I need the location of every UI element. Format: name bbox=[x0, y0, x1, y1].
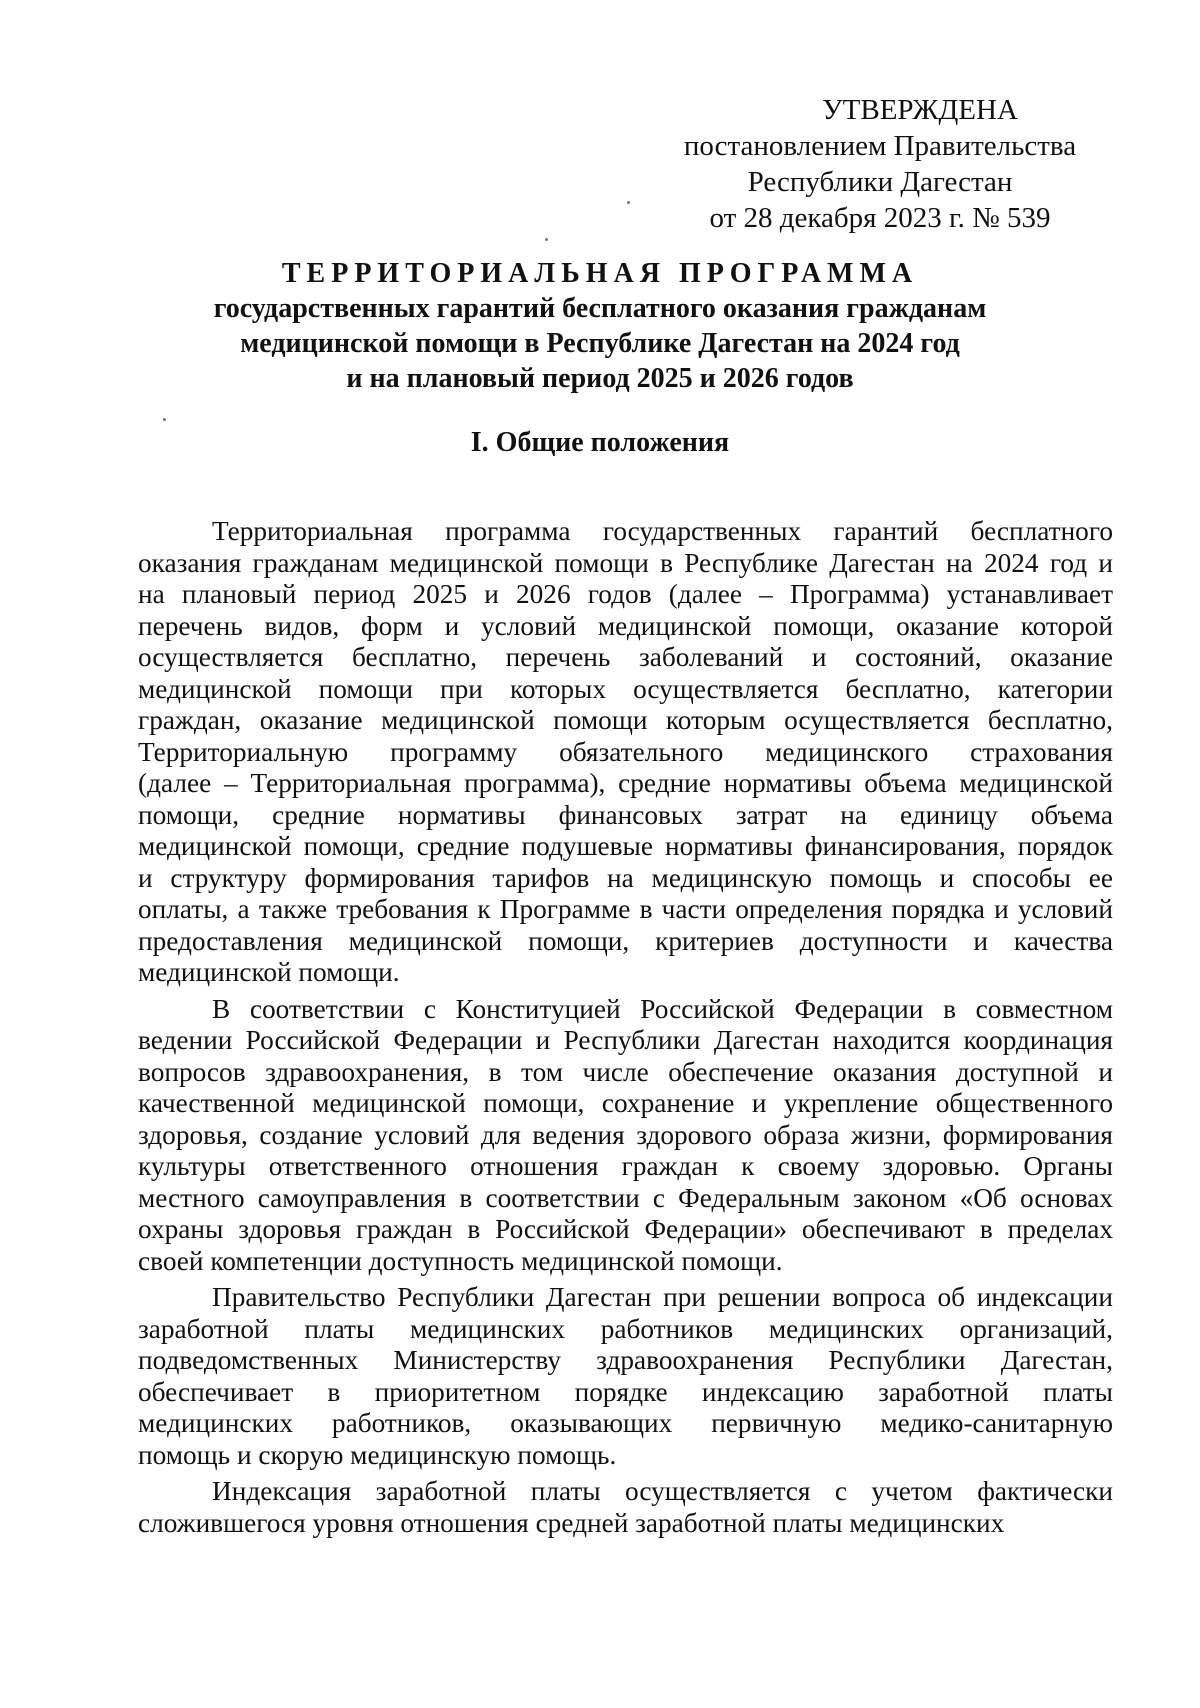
paragraph-line: на плановый период 2025 и 2026 годов (далее – Программа) устанавливает bbox=[138, 579, 1113, 609]
paragraph-line: Территориальную программу обязательного медицинского страхования bbox=[138, 736, 1113, 767]
scan-speck bbox=[627, 201, 630, 204]
paragraph-line: сложившегося уровня отношения средней заработной платы медицинских bbox=[138, 1507, 1005, 1538]
paragraph-line: охраны здоровья граждан в Российской Федерации» обеспечивают в пределах bbox=[138, 1214, 1113, 1244]
paragraph-line: подведомственных Министерству здравоохранения Республики Дагестан, bbox=[138, 1345, 1113, 1375]
paragraph-line: помощи, средние нормативы финансовых затрат на единицу объема bbox=[138, 799, 1113, 830]
paragraph-line: граждан, оказание медицинской помощи которым осуществляется бесплатно, bbox=[138, 705, 1113, 735]
approval-stamp bbox=[650, 92, 1110, 236]
paragraph-line: предоставления медицинской помощи, критериев доступности и качества bbox=[138, 925, 1113, 956]
paragraph-line: местного самоуправления в соответствии с Федеральным законом «Об основах bbox=[138, 1182, 1113, 1213]
paragraph bbox=[138, 1282, 1113, 1471]
paragraph-line: и структуру формирования тарифов на медицинскую помощь и способы ее bbox=[138, 862, 1113, 893]
approval-line-3: от 28 декабря 2023 г. № 539 bbox=[709, 202, 1051, 234]
paragraph-line: оплаты, а также требования к Программе в части определения порядка и условий bbox=[138, 894, 1113, 924]
paragraph-line: помощь и скорую медицинскую помощь. bbox=[138, 1439, 617, 1470]
paragraph-line: медицинской помощи. bbox=[138, 957, 400, 987]
document-heading bbox=[120, 256, 1080, 396]
paragraph-line: оказания гражданам медицинской помощи в Республике Дагестан на 2024 год и bbox=[138, 547, 1113, 578]
document-subtitle-line-3: и на плановый период 2025 и 2026 годов bbox=[346, 363, 854, 394]
paragraph-line: обеспечивает в приоритетном порядке индексацию заработной платы bbox=[138, 1376, 1113, 1407]
paragraph-line: осуществляется бесплатно, перечень заболеваний и состояний, оказание bbox=[138, 642, 1113, 672]
scan-speck bbox=[163, 418, 166, 421]
paragraph bbox=[138, 994, 1113, 1278]
paragraph-line: медицинской помощи при которых осуществляется бесплатно, категории bbox=[138, 673, 1113, 704]
document-subtitle-line-1: государственных гарантий бесплатного оказания гражданам bbox=[213, 293, 987, 324]
paragraph bbox=[138, 1476, 1113, 1539]
approval-line-2: Республики Дагестан bbox=[747, 166, 1013, 198]
paragraph-line: (далее – Территориальная программа), средние нормативы объема медицинской bbox=[138, 768, 1113, 798]
paragraph-line: Индексация заработной платы осуществляется с учетом фактически bbox=[212, 1476, 1113, 1506]
approval-title: УТВЕРЖДЕНА bbox=[822, 94, 1018, 126]
paragraph-line: ведении Российской Федерации и Республики Дагестан находится координация bbox=[138, 1025, 1113, 1055]
paragraph-line: здоровья, создание условий для ведения здорового образа жизни, формирования bbox=[138, 1119, 1113, 1150]
paragraph-line: качественной медицинской помощи, сохранение и укрепление общественного bbox=[138, 1088, 1113, 1118]
document-subtitle-line-2: медицинской помощи в Республике Дагестан на 2024 год bbox=[240, 328, 960, 359]
paragraph-line: Территориальная программа государственных гарантий бесплатного bbox=[212, 516, 1113, 546]
approval-line-1: постановлением Правительства bbox=[683, 130, 1077, 162]
paragraph-line: Правительство Республики Дагестан при решении вопроса об индексации bbox=[212, 1282, 1113, 1312]
scan-speck bbox=[545, 238, 548, 241]
paragraph-line: медицинской помощи, средние подушевые нормативы финансирования, порядок bbox=[138, 831, 1113, 861]
paragraph bbox=[138, 516, 1113, 989]
paragraph-line: заработной платы медицинских работников медицинских организаций, bbox=[138, 1313, 1113, 1344]
document-body bbox=[138, 516, 1113, 1544]
paragraph-line: своей компетенции доступность медицинской помощи. bbox=[138, 1245, 783, 1276]
paragraph-line: вопросов здравоохранения, в том числе обеспечение оказания доступной и bbox=[138, 1056, 1113, 1087]
paragraph-line: культуры ответственного отношения граждан к своему здоровью. Органы bbox=[138, 1151, 1113, 1181]
section-title: I. Общие положения bbox=[470, 427, 730, 458]
paragraph-line: В соответствии с Конституцией Российской Федерации в совместном bbox=[212, 993, 1113, 1024]
document-title: ТЕРРИТОРИАЛЬНАЯ ПРОГРАММА bbox=[281, 258, 919, 289]
paragraph-line: перечень видов, форм и условий медицинской помощи, оказание которой bbox=[138, 610, 1113, 641]
paragraph-line: медицинских работников, оказывающих первичную медико-санитарную bbox=[138, 1408, 1113, 1438]
